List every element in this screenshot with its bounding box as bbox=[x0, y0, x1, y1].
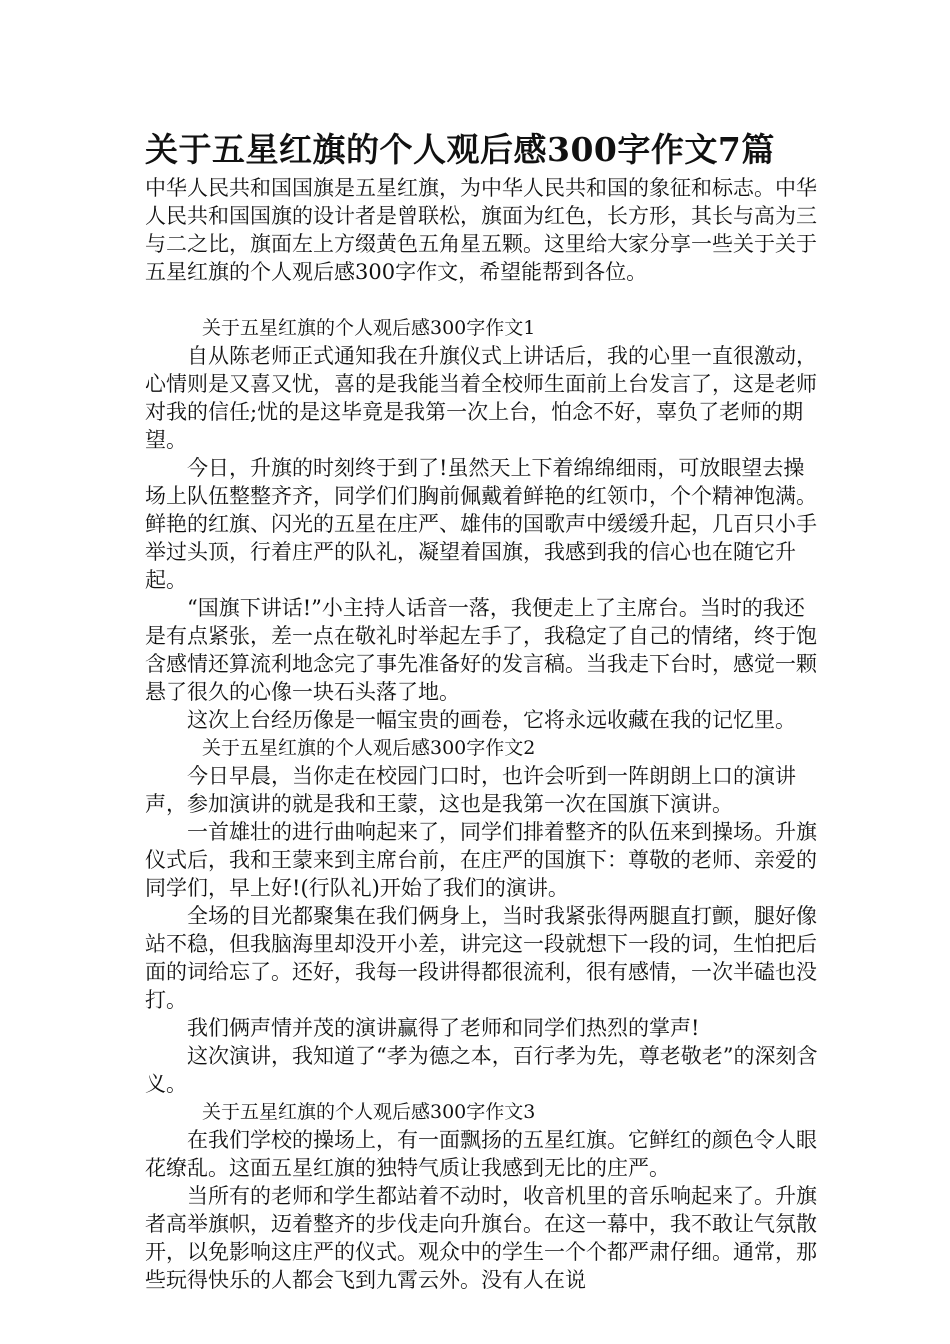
section-2-paragraph: 今日早晨，当你走在校园门口时，也许会听到一阵朗朗上口的演讲声，参加演讲的就是我和王蒙，这也是我第一次在国旗下演讲。 bbox=[145, 764, 796, 816]
section-3-paragraph: 当所有的老师和学生都站着不动时，收音机里的音乐响起来了。升旗者高举旗帜，迈着整齐的步伐走向升旗台。在这一幕中，我不敢让气氛散开，以免影响这庄严的仪式。观众中的学生一个个都严肃仔细。通常，那些玩得快乐的人都会飞到九霄云外。没有人在说 bbox=[145, 1184, 817, 1292]
document-title: 关于五星红旗的个人观后感300字作文7篇 bbox=[145, 130, 775, 169]
section-heading-1: 关于五星红旗的个人观后感300字作文1 bbox=[202, 317, 536, 339]
section-heading-2: 关于五星红旗的个人观后感300字作文2 bbox=[202, 737, 536, 759]
section-1-paragraph: 今日，升旗的时刻终于到了!虽然天上下着绵绵细雨，可放眼望去操场上队伍整整齐齐，同学们们胸前佩戴着鲜艳的红领巾，个个精神饱满。鲜艳的红旗、闪光的五星在庄严、雄伟的国歌声中缓缓升起，几百只小手举过头顶，行着庄严的队礼，凝望着国旗，我感到我的信心也在随它升起。 bbox=[145, 456, 817, 592]
section-1-paragraph: 这次上台经历像是一幅宝贵的画卷，它将永远收藏在我的记忆里。 bbox=[187, 708, 796, 732]
section-heading-3: 关于五星红旗的个人观后感300字作文3 bbox=[202, 1101, 536, 1123]
section-2-paragraph: 全场的目光都聚集在我们俩身上，当时我紧张得两腿直打颤，腿好像站不稳，但我脑海里却没开小差，讲完这一段就想下一段的词，生怕把后面的词给忘了。还好，我每一段讲得都很流利，很有感情，一次半磕也没打。 bbox=[145, 904, 817, 1012]
section-1-paragraph: “国旗下讲话!”小主持人话音一落，我便走上了主席台。当时的我还是有点紧张，差一点在敬礼时举起左手了，我稳定了自己的情绪，终于饱含感情还算流利地念完了事先准备好的发言稿。当我走下台时，感觉一颗悬了很久的心像一块石头落了地。 bbox=[145, 596, 817, 704]
section-2-paragraph: 我们俩声情并茂的演讲赢得了老师和同学们热烈的掌声! bbox=[187, 1016, 700, 1040]
section-2-paragraph: 这次演讲，我知道了“孝为德之本，百行孝为先，尊老敬老”的深刻含义。 bbox=[145, 1044, 818, 1096]
section-1-paragraph: 自从陈老师正式通知我在升旗仪式上讲话后，我的心里一直很激动，心情则是又喜又忧，喜的是我能当着全校师生面前上台发言了，这是老师对我的信任;忧的是这毕竟是我第一次上台，怕念不好，辜负了老师的期望。 bbox=[145, 344, 817, 452]
section-2-paragraph: 一首雄壮的进行曲响起来了，同学们排着整齐的队伍来到操场。升旗仪式后，我和王蒙来到主席台前，在庄严的国旗下：尊敬的老师、亲爱的同学们，早上好!(行队礼)开始了我们的演讲。 bbox=[145, 820, 817, 900]
spacer bbox=[145, 286, 820, 314]
document-body bbox=[145, 128, 820, 1294]
intro-paragraph: 中华人民共和国国旗是五星红旗，为中华人民共和国的象征和标志。中华人民共和国国旗的设计者是曾联松，旗面为红色，长方形，其长与高为三与二之比，旗面左上方缀黄色五角星五颗。这里给大家分享一些关于关于五星红旗的个人观后感300字作文，希望能帮到各位。 bbox=[145, 176, 817, 284]
section-3-paragraph: 在我们学校的操场上，有一面飘扬的五星红旗。它鲜红的颜色令人眼花缭乱。这面五星红旗的独特气质让我感到无比的庄严。 bbox=[145, 1128, 817, 1180]
